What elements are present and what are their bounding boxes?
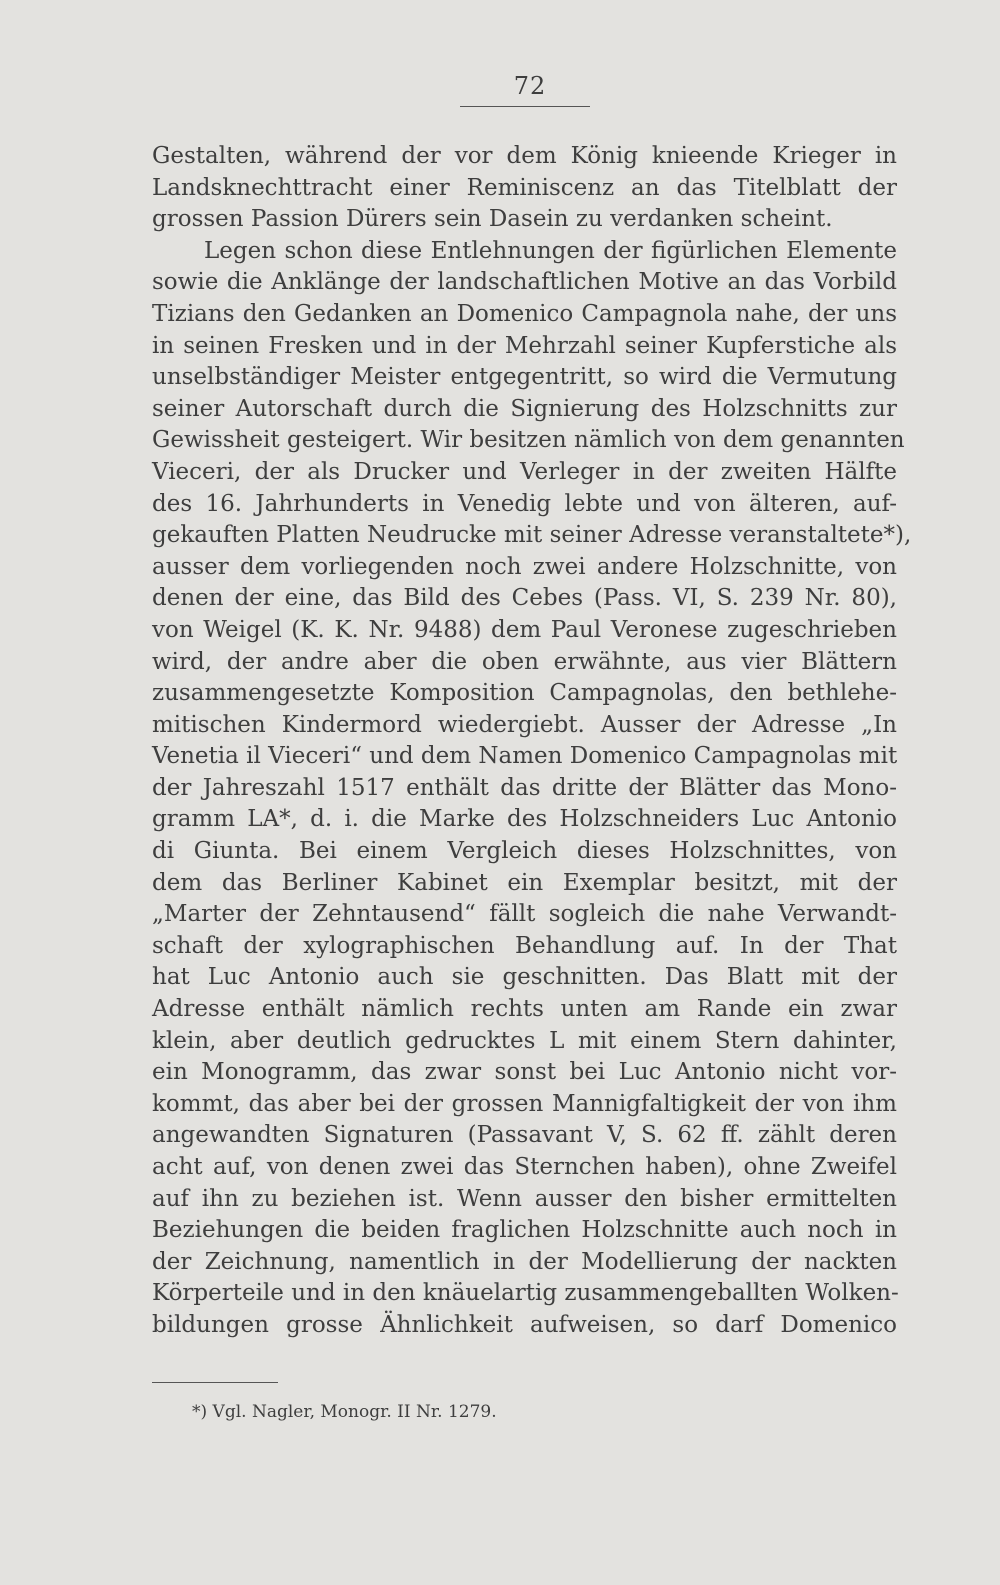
body-line: in seinen Fresken und in der Mehrzahl seiner Kupferstiche als <box>152 332 897 359</box>
body-line: bildungen grosse Ähnlichkeit aufweisen, so darf Domenico <box>152 1311 897 1338</box>
body-line: Vieceri, der als Drucker und Verleger in der zweiten Hälfte <box>152 458 897 485</box>
body-line: klein, aber deutlich gedrucktes L mit einem Stern dahinter, <box>152 1027 897 1054</box>
body-text <box>152 141 912 1342</box>
header-rule <box>460 106 590 107</box>
body-line: angewandten Signaturen (Passavant V, S. 62 ff. zählt deren <box>152 1122 897 1149</box>
body-line: hat Luc Antonio auch sie geschnitten. Das Blatt mit der <box>152 964 897 991</box>
body-line: von Weigel (K. K. Nr. 9488) dem Paul Veronese zugeschrieben <box>152 616 897 643</box>
body-line: denen der eine, das Bild des Cebes (Pass. VI, S. 239 Nr. 80), <box>152 585 897 612</box>
body-line: dem das Berliner Kabinet ein Exemplar besitzt, mit der <box>152 869 897 896</box>
body-line: auf ihn zu beziehen ist. Wenn ausser den bisher ermittelten <box>152 1185 897 1212</box>
body-line: Beziehungen die beiden fraglichen Holzschnitte auch noch in <box>152 1217 897 1244</box>
body-line: grossen Passion Dürers sein Dasein zu verdanken scheint. <box>152 206 833 233</box>
body-line: Adresse enthält nämlich rechts unten am Rande ein zwar <box>152 996 897 1023</box>
body-line: di Giunta. Bei einem Vergleich dieses Holzschnittes, von <box>152 838 897 865</box>
body-line: mitischen Kindermord wiedergiebt. Ausser der Adresse „In <box>152 711 897 738</box>
body-line: Landsknechttracht einer Reminiscenz an das Titelblatt der <box>152 174 897 201</box>
body-line: wird, der andre aber die oben erwähnte, aus vier Blättern <box>152 648 897 675</box>
body-line: gramm LA*, d. i. die Marke des Holzschneiders Luc Antonio <box>152 806 897 833</box>
body-line: des 16. Jahrhunderts in Venedig lebte und von älteren, auf- <box>152 490 897 517</box>
body-line: schaft der xylographischen Behandlung auf. In der That <box>152 932 897 959</box>
body-line: gekauften Platten Neudrucke mit seiner Adresse veranstaltete*), <box>152 522 912 549</box>
page-number: 72 <box>513 72 547 100</box>
body-line: ausser dem vorliegenden noch zwei andere Holzschnitte, von <box>152 553 897 580</box>
body-line: „Marter der Zehntausend“ fällt sogleich die nahe Verwandt- <box>152 901 897 928</box>
body-line: ein Monogramm, das zwar sonst bei Luc Antonio nicht vor- <box>152 1059 897 1086</box>
body-line: sowie die Anklänge der landschaftlichen Motive an das Vorbild <box>152 269 897 296</box>
body-line: Körperteile und in den knäuelartig zusammengeballten Wolken- <box>152 1280 899 1307</box>
body-line: Tizians den Gedanken an Domenico Campagnola nahe, der uns <box>152 300 897 327</box>
body-line: unselbständiger Meister entgegentritt, so wird die Vermutung <box>152 364 897 391</box>
body-line: zusammengesetzte Komposition Campagnolas, den bethlehe- <box>152 680 897 707</box>
body-line: Gestalten, während der vor dem König knieende Krieger in <box>152 143 897 169</box>
body-line: der Jahreszahl 1517 enthält das dritte der Blätter das Mono- <box>152 774 897 801</box>
body-line: acht auf, von denen zwei das Sternchen haben), ohne Zweifel <box>152 1154 897 1180</box>
body-line: Legen schon diese Entlehnungen der figürlichen Elemente <box>204 237 897 264</box>
footnote-rule <box>152 1382 278 1383</box>
body-line: kommt, das aber bei der grossen Mannigfaltigkeit der von ihm <box>152 1090 897 1117</box>
footnote: *) Vgl. Nagler, Monogr. II Nr. 1279. <box>192 1402 497 1422</box>
body-line: der Zeichnung, namentlich in der Modellierung der nackten <box>152 1248 897 1275</box>
body-line: Venetia il Vieceri“ und dem Namen Domenico Campagnolas mit <box>152 743 898 770</box>
body-line: seiner Autorschaft durch die Signierung des Holzschnitts zur <box>152 395 897 422</box>
body-line: Gewissheit gesteigert. Wir besitzen nämlich von dem genannten <box>152 427 905 454</box>
